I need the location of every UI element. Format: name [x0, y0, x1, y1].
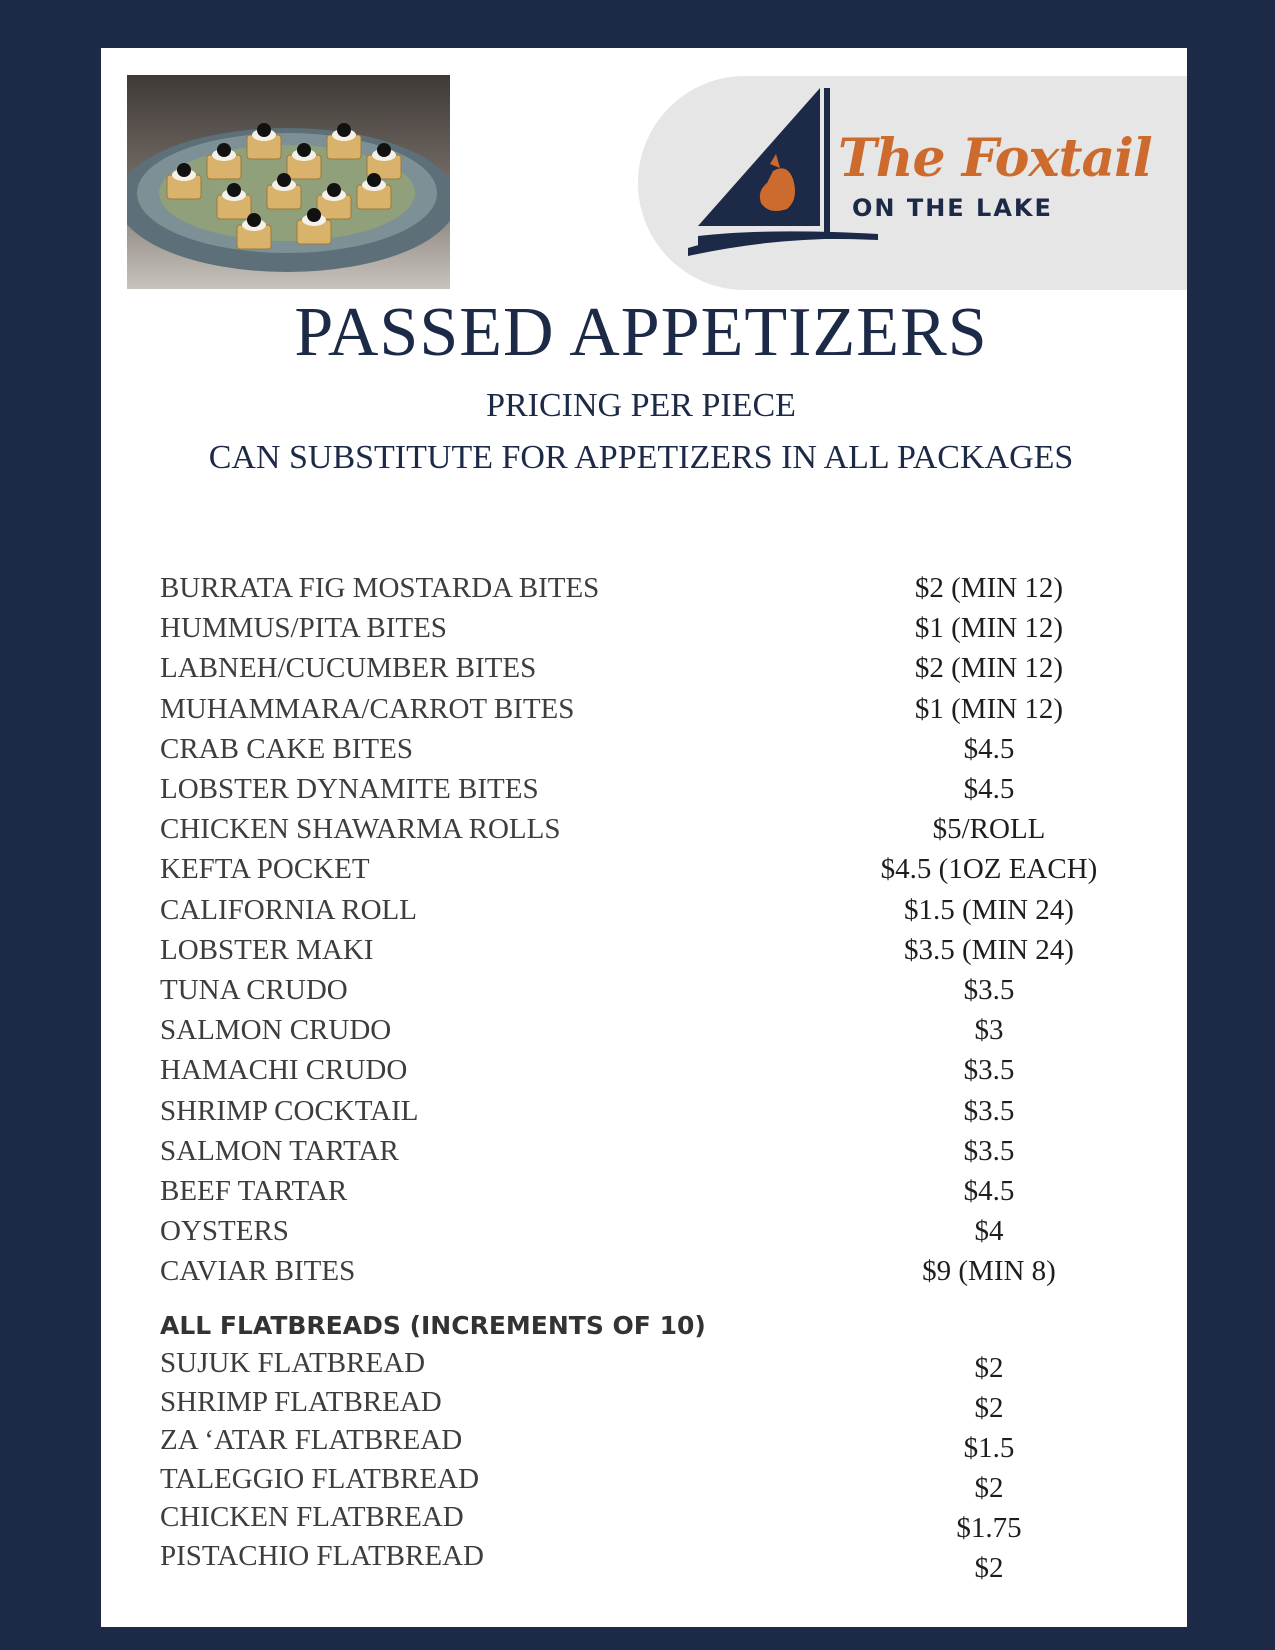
menu-item-name: SHRIMP COCKTAIL [160, 1094, 419, 1127]
flatbread-item-name: TALEGGIO FLATBREAD [160, 1462, 480, 1495]
menu-item-name: HUMMUS/PITA BITES [160, 612, 447, 645]
flatbread-item-price: $1.75 [956, 1512, 1022, 1544]
menu-item-name: CALIFORNIA ROLL [160, 893, 417, 926]
menu-item-name: OYSTERS [160, 1215, 289, 1248]
menu-item-name: KEFTA POCKET [160, 853, 370, 886]
menu-item-price: $4.5 [963, 773, 1015, 805]
flatbread-item-name: PISTACHIO FLATBREAD [160, 1539, 484, 1572]
menu-page [101, 48, 1187, 1627]
page-title: PASSED APPETIZERS [294, 294, 988, 371]
flatbread-section-heading: ALL FLATBREADS (INCREMENTS OF 10) [160, 1311, 706, 1340]
menu-item-price: $2 (MIN 12) [914, 652, 1064, 685]
flatbread-item-price: $2 [974, 1552, 1004, 1584]
menu-item-name: SALMON CRUDO [160, 1014, 392, 1047]
menu-item-price: $4 [974, 1215, 1004, 1248]
flatbread-item-price: $2 [974, 1472, 1004, 1504]
menu-item-price: $4.5 [963, 732, 1015, 765]
menu-item-name: MUHAMMARA/CARROT BITES [160, 692, 575, 725]
menu-item-price: $3.5 [963, 1134, 1015, 1167]
menu-item-name: CAVIAR BITES [160, 1255, 356, 1288]
flatbread-item-price: $2 [974, 1392, 1004, 1424]
menu-item-price: $5/ROLL [932, 813, 1046, 846]
flatbread-item-price: $1.5 [963, 1432, 1015, 1464]
menu-item-name: HAMACHI CRUDO [160, 1054, 408, 1087]
flatbread-item-price: $2 [974, 1352, 1004, 1384]
menu-item-price: $3.5 [963, 974, 1015, 1006]
flatbread-item-name: SUJUK FLATBREAD [160, 1347, 426, 1379]
pricing-note: PRICING PER PIECE [486, 387, 796, 424]
menu-item-name: BURRATA FIG MOSTARDA BITES [160, 572, 600, 604]
menu-item-price: $1 (MIN 12) [914, 692, 1064, 725]
menu-item-name: BEEF TARTAR [160, 1175, 348, 1207]
appetizer-menu [101, 48, 1187, 1627]
flatbread-item-name: ZA ‘ATAR FLATBREAD [160, 1424, 463, 1456]
menu-item-price: $3.5 [963, 1054, 1015, 1087]
menu-item-name: CRAB CAKE BITES [160, 732, 413, 765]
menu-item-name: SALMON TARTAR [160, 1134, 399, 1167]
logo-tagline: ON THE LAKE [852, 194, 1053, 222]
flatbread-item-name: SHRIMP FLATBREAD [160, 1385, 442, 1418]
menu-item-name: LOBSTER DYNAMITE BITES [160, 773, 539, 805]
substitution-note: CAN SUBSTITUTE FOR APPETIZERS IN ALL PACKAGES [208, 439, 1074, 476]
menu-item-price: $4.5 (1OZ EACH) [880, 853, 1098, 886]
flatbread-item-name: CHICKEN FLATBREAD [160, 1501, 464, 1533]
menu-item-price: $3.5 (MIN 24) [904, 933, 1074, 966]
logo-name: The Foxtail [838, 128, 1152, 189]
menu-item-price: $1 (MIN 12) [914, 612, 1064, 645]
menu-item-name: LABNEH/CUCUMBER BITES [160, 652, 537, 685]
menu-item-price: $4.5 [963, 1175, 1015, 1207]
menu-item-price: $9 (MIN 8) [922, 1255, 1056, 1288]
menu-item-name: CHICKEN SHAWARMA ROLLS [160, 813, 561, 846]
menu-item-price: $3.5 [963, 1094, 1015, 1127]
menu-item-name: LOBSTER MAKI [160, 933, 374, 966]
menu-item-price: $1.5 (MIN 24) [904, 893, 1074, 926]
menu-item-name: TUNA CRUDO [160, 974, 348, 1006]
menu-item-price: $2 (MIN 12) [914, 572, 1064, 604]
menu-item-price: $3 [974, 1014, 1004, 1047]
